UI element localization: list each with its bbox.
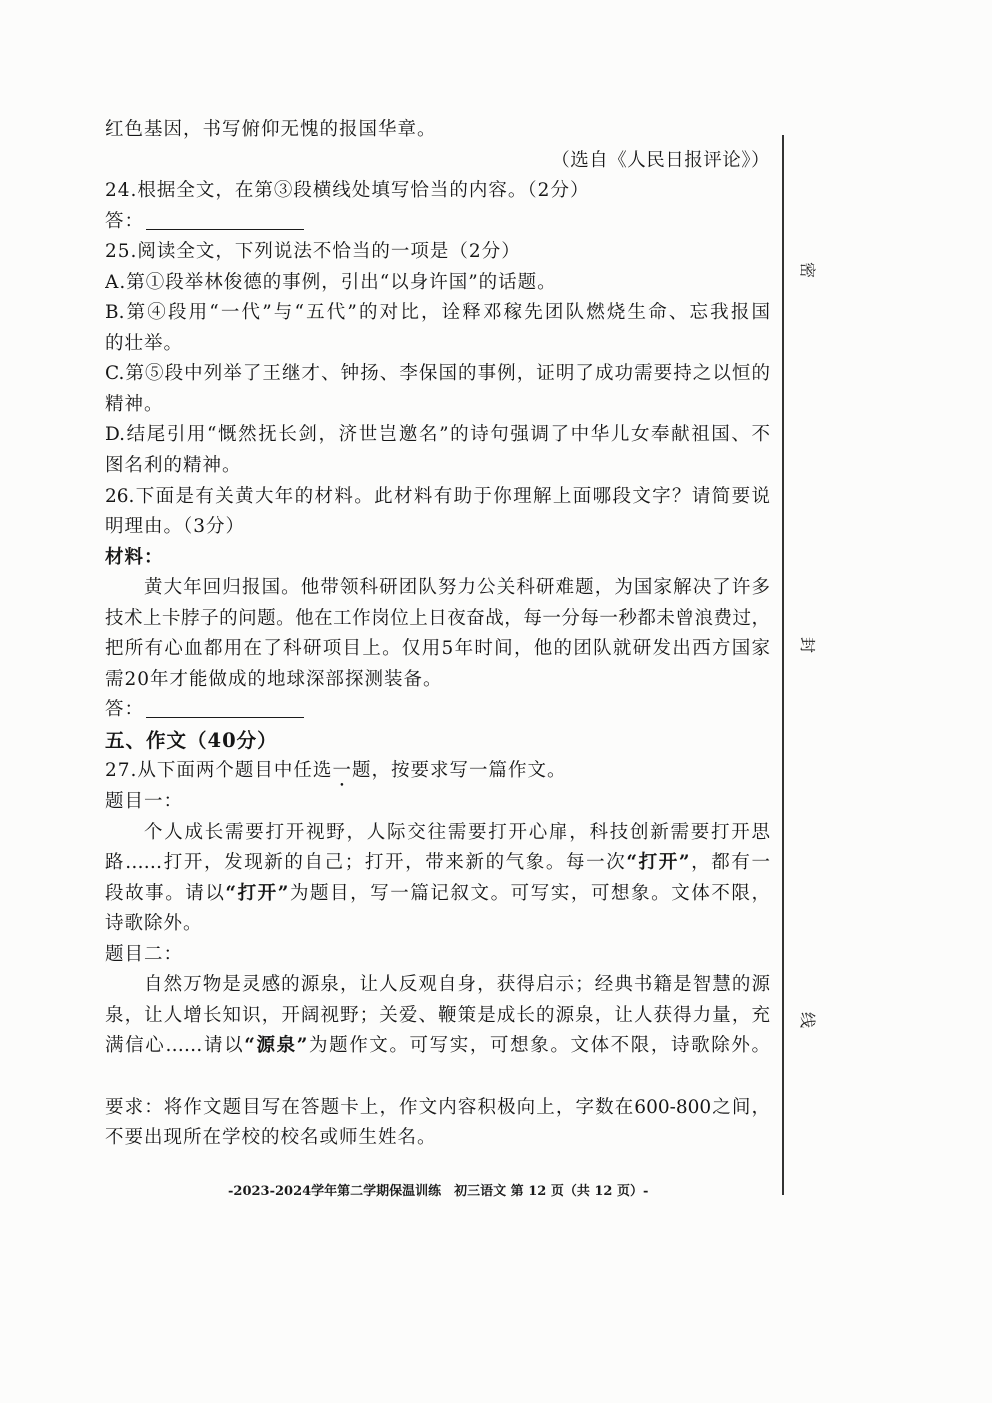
q24-answer-label: 答：: [105, 210, 145, 232]
topic-2-line-2: 泉，让人增长知识，开阔视野；关爱、鞭策是成长的源泉，让人获得力量，充: [105, 1004, 770, 1026]
seal-char-feng: 封: [798, 636, 817, 653]
topic-1-line-2-part-2: ，都有一: [689, 852, 770, 874]
q25-stem: 25.阅读全文，下列说法不恰当的一项是（2分）: [105, 241, 521, 263]
section-5-heading: 五、作文（40分）: [105, 728, 278, 752]
q25-option-a: A.第①段举林俊德的事例，引出“以身许国”的话题。: [105, 271, 557, 293]
topic-1-line-1: 个人成长需要打开视野，人际交往需要打开心扉，科技创新需要打开思: [144, 821, 770, 843]
requirements-line-1: 要求：将作文题目写在答题卡上，作文内容积极向上，字数在600-800之间，: [105, 1096, 770, 1118]
q25-option-c-line-2: 精神。: [105, 393, 164, 415]
topic-1-title-keyword: “打开”: [225, 882, 289, 904]
q26-stem-line-2: 明理由。（3分）: [105, 516, 246, 538]
q24-answer-blank[interactable]: [146, 211, 304, 230]
q25-option-c-line-1: C.第⑤段中列举了王继才、钟扬、李保国的事例，证明了成功需要持之以恒的: [105, 363, 770, 385]
requirements-line-2: 不要出现所在学校的校名或师生姓名。: [105, 1127, 437, 1149]
article-tail-line: 红色基因，书写俯仰无愧的报国华章。: [105, 119, 437, 140]
q26-material-line-2: 技术上卡脖子的问题。他在工作岗位上日夜奋战，每一分每一秒都未曾浪费过，: [105, 607, 770, 629]
topic-2-line-3-part-1: 满信心……请以: [105, 1035, 245, 1057]
topic-1-line-4: 诗歌除外。: [105, 913, 203, 935]
topic-1-line-3-part-2: 为题目，写一篇记叙文。可写实，可想象。文体不限，: [288, 882, 770, 904]
topic-2-line-1: 自然万物是灵感的源泉，让人反观自身，获得启示；经典书籍是智慧的源: [144, 974, 770, 996]
seal-char-mi: 密: [798, 261, 817, 278]
seal-margin-line: [782, 135, 784, 1195]
q24-answer: [105, 207, 770, 238]
topic-2-label: 题目二：: [105, 943, 184, 965]
q26-material-line-1: 黄大年回归报国。他带领科研团队努力公关科研难题，为国家解决了许多: [144, 577, 770, 599]
q26-material-line-4: 需20年才能做成的地球深部探测装备。: [105, 668, 443, 690]
q25-option-b-line-2: 的壮举。: [105, 332, 184, 354]
q27-stem-part-1: 27.从下面两个题目中任选: [105, 760, 333, 782]
q27-stem-emphasis: 一: [332, 760, 352, 782]
q26-answer: [105, 695, 770, 726]
topic-1-line-2: [105, 848, 770, 879]
q27-stem: [105, 756, 770, 787]
q26-stem-line-1: 26.下面是有关黄大年的材料。此材料有助于你理解上面哪段文字？请简要说: [105, 485, 770, 507]
q27-stem-part-2: 题，按要求写一篇作文。: [351, 760, 567, 782]
exam-body: [105, 115, 770, 1154]
q25-option-d-line-2: 图名利的精神。: [105, 455, 242, 477]
topic-1-line-3: [105, 879, 770, 910]
page-footer: -2023-2024学年第二学期保温训练 初三语文 第 12 页（共 12 页）-: [228, 1184, 649, 1199]
source-note: （选自《人民日报评论》）: [551, 149, 770, 171]
topic-1-label: 题目一：: [105, 791, 184, 813]
topic-1-line-2-part-1: 路……打开，发现新的自己；打开，带来新的气象。每一次: [105, 852, 627, 874]
q24-stem: 24.根据全文，在第③段横线处填写恰当的内容。（2分）: [105, 180, 590, 202]
topic-1-line-2-keyword: “打开”: [626, 852, 690, 874]
topic-2-line-3-part-2: 为题作文。可写实，可想象。文体不限，诗歌除外。: [307, 1035, 770, 1057]
q25-option-d-line-1: D.结尾引用“慨然抚长剑，济世岂邀名”的诗句强调了中华儿女奉献祖国、不: [105, 424, 770, 446]
q26-material-line-3: 把所有心血都用在了科研项目上。仅用5年时间，他的团队就研发出西方国家: [105, 638, 770, 660]
topic-1-line-3-part-1: 段故事。请以: [105, 882, 226, 904]
topic-2-line-3: [105, 1031, 770, 1062]
q26-answer-label: 答：: [105, 699, 145, 721]
q25-option-b-line-1: B.第④段用“一代”与“五代”的对比，诠释邓稼先团队燃烧生命、忘我报国: [105, 302, 770, 324]
blank-line: [105, 1062, 770, 1093]
q26-material-label: 材料：: [105, 546, 164, 568]
q26-answer-blank[interactable]: [146, 699, 304, 718]
topic-2-title-keyword: “源泉”: [244, 1035, 308, 1057]
seal-char-xian: 线: [798, 1011, 817, 1028]
